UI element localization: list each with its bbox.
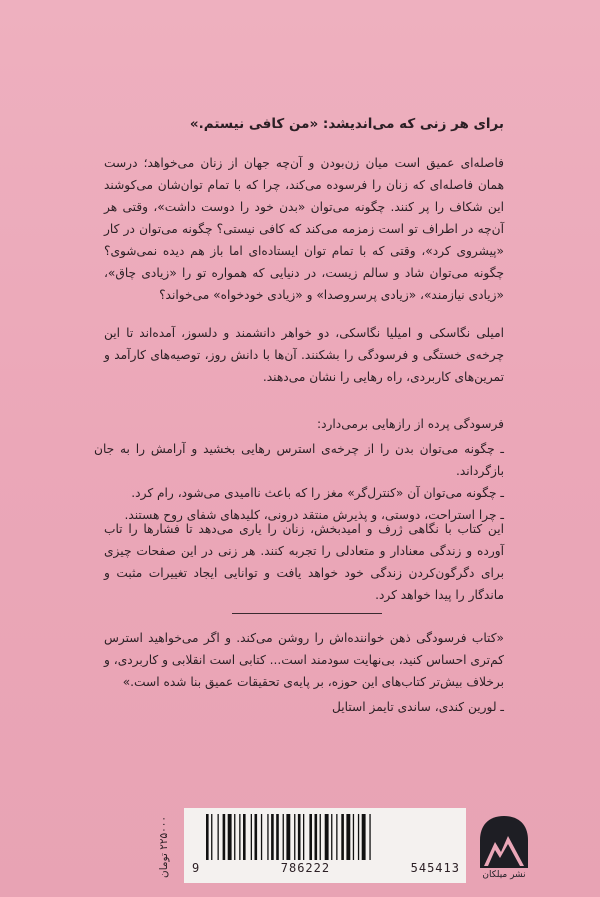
bullet-item: ـ چگونه می‌توان بدن را از چرخه‌ی استرس رهایی بخشید و آرامش را به جان بازگرداند. [94, 442, 504, 478]
bullet-item: ـ چگونه می‌توان آن «کنترل‌گر» مغز را که باعث ناامیدی می‌شود، رام کرد. [131, 486, 504, 500]
authors-paragraph: امیلی نگاسکی و امیلیا نگاسکی، دو خواهر دانشمند و دلسوز، آمده‌اند تا این چرخه‌ی خستگی و فرسودگی را بشکنند. آن‌ها با دانش روز، توصیه‌های کارآمد و تمرین‌های کاربردی، راه رهایی را نشان می‌دهند. [104, 326, 504, 384]
isbn-number [192, 861, 460, 875]
reveals-heading: فرسودگی پرده از رازهایی برمی‌دارد: [316, 417, 504, 431]
isbn-group-1: 786222 [280, 861, 331, 875]
isbn-prefix: 9 [192, 861, 201, 875]
divider [232, 613, 382, 614]
intro-paragraph: فاصله‌ای عمیق است میان زن‌بودن و آن‌چه جهان از زنان می‌خواهد؛ درست همان فاصله‌ای که زنان را فرسوده می‌کند، چرا که با تمام توان‌شان می‌کوشند این شکاف را پر کنند. چگونه می‌توان «بدن خود را دوست داشت»، وقتی هر آن‌چه در اطراف تو است زمزمه می‌کند که کافی نیستی؟ چگونه می‌توان در کار «پیشروی کرد»، وقتی که با تمام توان ایستاده‌ای اما باز هم دیده نمی‌شوی؟ چگونه می‌توان شاد و سالم زیست، در دنیایی که همواره تو را «زیادی چاق»، «زیادی نیازمند»، «زیادی پرسروصدا» و «زیادی خودخواه» می‌خواند؟ [104, 156, 504, 302]
headline: برای هر زنی که می‌اندیشد: «من کافی نیستم.» [189, 116, 504, 132]
conclusion-paragraph: این کتاب با نگاهی ژرف و امیدبخش، زنان را یاری می‌دهد تا فشارها را تاب آورده و زندگی معنادار و متعادلی را تجربه کنند. هر زنی در این صفحات چیزی برای دگرگون‌کردن زندگی خود خواهد یافت و توانایی ایجاد تغییرات مثبت و ماندگار را پیدا خواهد کرد. [104, 522, 504, 602]
isbn-barcode [184, 808, 466, 883]
review-quote: «کتاب فرسودگی ذهن خواننده‌اش را روشن می‌کند. و اگر می‌خواهید استرس کم‌تری احساس کنید، بی‌نهایت سودمند است... کتابی است انقلابی و کاربردی، و برخلاف بیش‌تر کتاب‌های این حوزه، بر پایه‌ی تحقیقات عمیق بنا شده است.» [104, 631, 504, 689]
barcode-bars [206, 814, 446, 860]
review-attribution: ـ لورین کندی، ساندی تایمز استایل [332, 700, 504, 714]
publisher-name: نشر میلکان [482, 870, 526, 880]
bullet-list [94, 438, 504, 526]
isbn-group-2: 545413 [410, 861, 460, 875]
price-label: ۲۲۵۰۰۰ تومان [158, 815, 170, 879]
bullet-item: ـ چرا استراحت، دوستی، و پذیرش منتقد درونی، کلیدهای شفای روح هستند. [124, 508, 504, 522]
